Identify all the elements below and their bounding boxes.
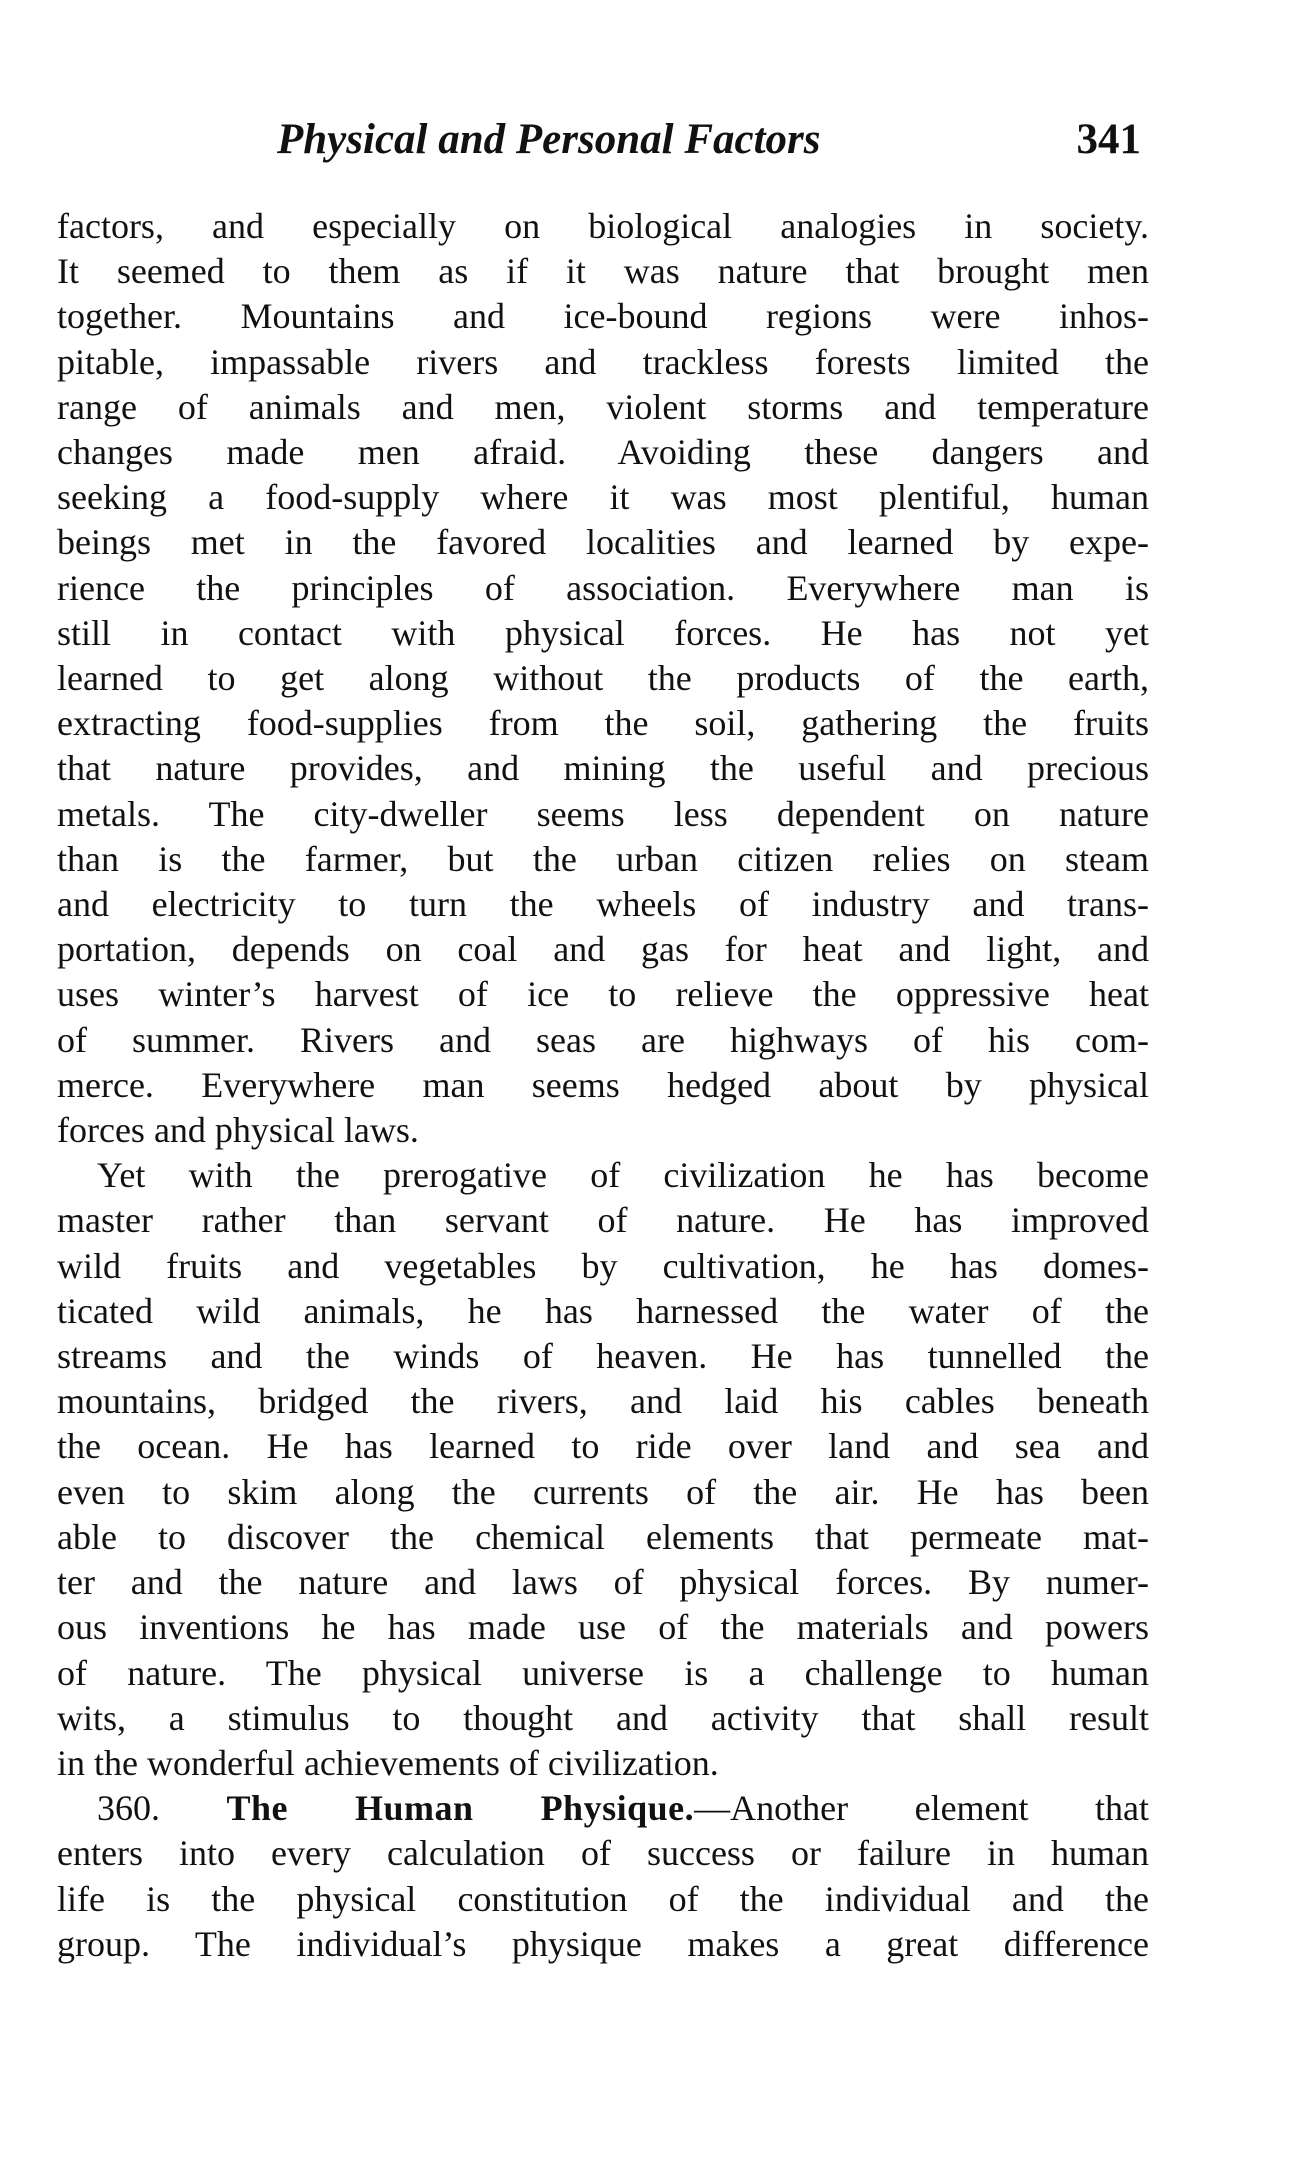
text-line: wild fruits and vegetables by cultivation, he has domes-	[57, 1245, 1149, 1286]
text-line: that nature provides, and mining the useful and precious	[57, 748, 1149, 789]
section-number: 360.	[97, 1788, 160, 1829]
text-line: ticated wild animals, he has harnessed the water of the	[57, 1290, 1149, 1331]
body-text	[57, 204, 1149, 1967]
text-line: beings met in the favored localities and learned by expe-	[57, 522, 1149, 563]
section-first-line	[57, 1786, 1149, 1831]
text-line: rience the principles of association. Everywhere man is	[57, 567, 1149, 608]
text-line: forces and physical laws.	[57, 1110, 419, 1151]
text-line: and electricity to turn the wheels of industry and trans-	[57, 884, 1149, 925]
section-heading: The Human Physique.	[226, 1788, 695, 1829]
text-line: streams and the winds of heaven. He has tunnelled the	[57, 1336, 1149, 1377]
paragraph-2	[57, 1153, 1149, 1786]
text-line: uses winter’s harvest of ice to relieve the oppressive heat	[57, 974, 1149, 1015]
text-line: merce. Everywhere man seems hedged about by physical	[57, 1064, 1149, 1105]
text-line: changes made men afraid. Avoiding these dangers and	[57, 432, 1149, 473]
text-line: seeking a food-supply where it was most plentiful, human	[57, 477, 1149, 518]
text-line: extracting food-supplies from the soil, gathering the fruits	[57, 703, 1149, 744]
text-line: able to discover the chemical elements that permeate mat-	[57, 1516, 1149, 1557]
text-line: ter and the nature and laws of physical forces. By numer-	[57, 1562, 1149, 1603]
text-line: master rather than servant of nature. He has improved	[57, 1200, 1149, 1241]
text-line: pitable, impassable rivers and trackless forests limited the	[57, 341, 1149, 382]
running-title: Physical and Personal Factors	[277, 116, 821, 163]
text-line: group. The individual’s physique makes a great difference	[57, 1923, 1149, 1964]
text-line: factors, and especially on biological analogies in society.	[57, 206, 1149, 246]
page-number: 341	[1076, 116, 1141, 163]
text-line: of summer. Rivers and seas are highways of his com-	[57, 1019, 1149, 1060]
text-line: It seemed to them as if it was nature that brought men	[57, 251, 1149, 292]
book-page	[57, 110, 1149, 1967]
text-line: metals. The city-dweller seems less dependent on nature	[57, 793, 1149, 834]
running-head	[57, 110, 1149, 180]
text-line: the ocean. He has learned to ride over land and sea and	[57, 1426, 1149, 1467]
text-line: than is the farmer, but the urban citizen relies on steam	[57, 838, 1149, 879]
text-line: even to skim along the currents of the air. He has been	[57, 1471, 1149, 1512]
text-line: wits, a stimulus to thought and activity that shall result	[57, 1697, 1149, 1738]
text-line: enters into every calculation of success or failure in human	[57, 1833, 1149, 1874]
text-line: in the wonderful achievements of civilization.	[57, 1742, 719, 1783]
text-line: life is the physical constitution of the individual and the	[57, 1878, 1149, 1919]
paragraph-1	[57, 204, 1149, 1153]
text-line: together. Mountains and ice-bound regions were inhos-	[57, 296, 1149, 337]
text-line: Yet with the prerogative of civilization he has become	[97, 1155, 1149, 1196]
text-line: portation, depends on coal and gas for heat and light, and	[57, 929, 1149, 970]
text-line: ous inventions he has made use of the materials and powers	[57, 1607, 1149, 1648]
text-line: learned to get along without the products of the earth,	[57, 658, 1149, 699]
text-line: mountains, bridged the rivers, and laid his cables beneath	[57, 1381, 1149, 1422]
text-line: of nature. The physical universe is a challenge to human	[57, 1652, 1149, 1693]
section-first-line-text: —Another element that	[694, 1788, 1150, 1829]
section-360	[57, 1786, 1149, 1967]
text-line: still in contact with physical forces. He has not yet	[57, 612, 1149, 653]
text-line: range of animals and men, violent storms and temperature	[57, 386, 1149, 427]
